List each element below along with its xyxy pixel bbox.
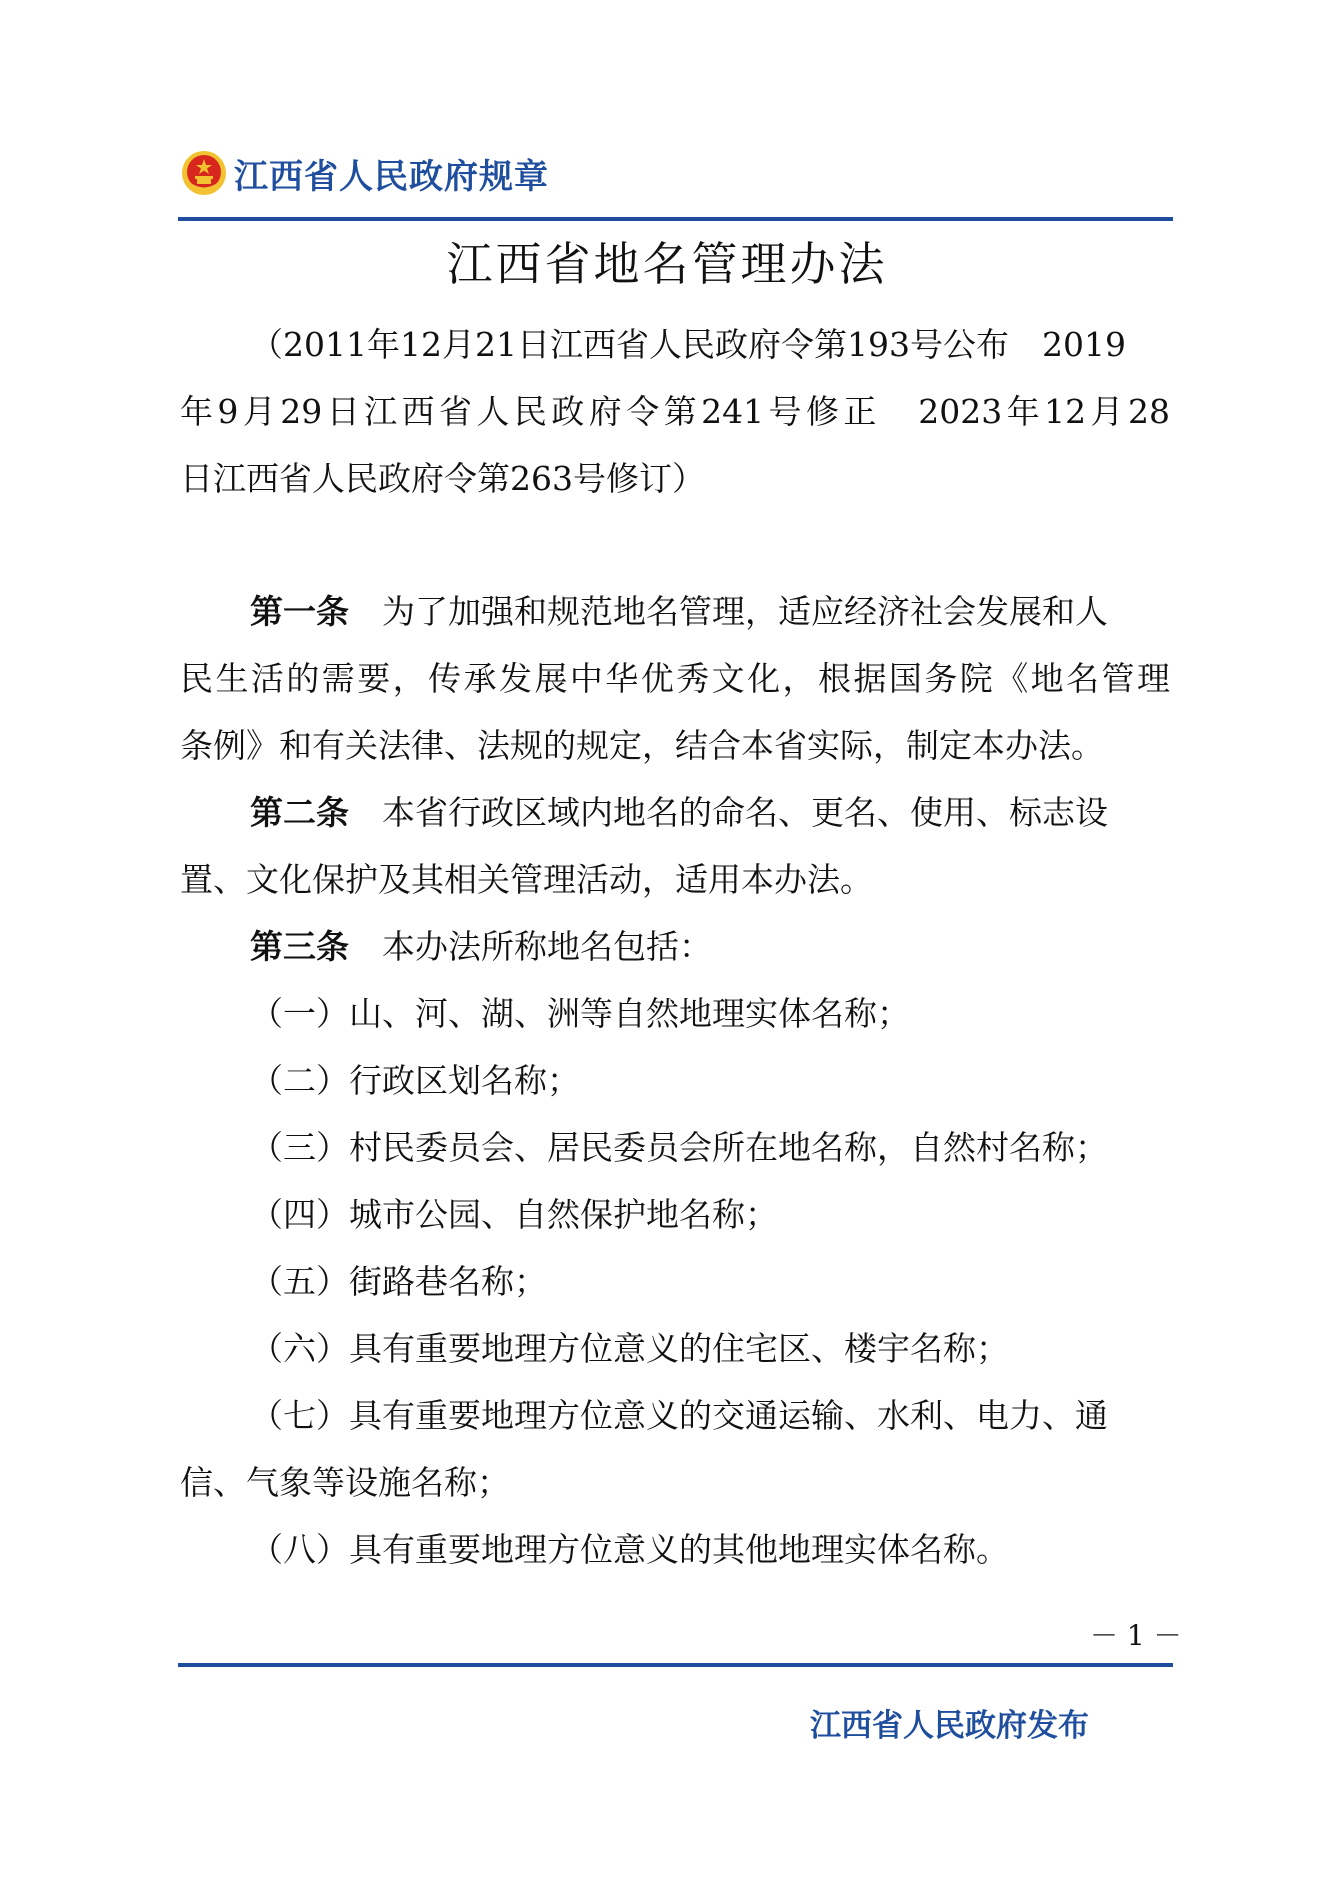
list-item-continuation: 信、气象等设施名称； [180, 1463, 510, 1502]
header-divider [178, 217, 1173, 221]
article-1-text-1: 为了加强和规范地名管理，适应经济社会发展和人 [382, 592, 1108, 631]
header [180, 148, 549, 198]
source-line-2: 年9月29日江西省人民政府令第241号修正 2023年12月28 [180, 392, 1170, 431]
article-2-text-1: 本省行政区域内地名的命名、更名、使用、标志设 [382, 793, 1108, 832]
article-2-text-2: 置、文化保护及其相关管理活动，适用本办法。 [180, 860, 873, 899]
list-item: （二）行政区划名称； [250, 1061, 580, 1100]
article-1-text-3: 条例》和有关法律、法规的规定，结合本省实际，制定本办法。 [180, 726, 1104, 765]
source-line-1: （2011年12月21日江西省人民政府令第193号公布 2019 [250, 325, 1126, 364]
header-title: 江西省人民政府规章 [234, 156, 549, 197]
list-item: （八）具有重要地理方位意义的其他地理实体名称。 [250, 1530, 1009, 1569]
article-2-label: 第二条 [250, 793, 349, 832]
article-3-text-1: 本办法所称地名包括： [382, 927, 712, 966]
national-emblem-icon [180, 149, 228, 197]
article-2-first-line [250, 793, 1108, 833]
list-item: （五）街路巷名称； [250, 1262, 547, 1301]
list-item: （三）村民委员会、居民委员会所在地名称，自然村名称； [250, 1128, 1108, 1167]
list-item: （六）具有重要地理方位意义的住宅区、楼宇名称； [250, 1329, 1009, 1368]
footer-publisher: 江西省人民政府发布 [810, 1708, 1089, 1744]
page-number: － 1 － [1090, 1619, 1182, 1652]
article-3-label: 第三条 [250, 927, 349, 966]
list-item: （四）城市公园、自然保护地名称； [250, 1195, 778, 1234]
footer-divider [178, 1663, 1173, 1667]
article-3-first-line [250, 927, 712, 967]
article-1-label: 第一条 [250, 592, 349, 631]
article-1-text-2: 民生活的需要，传承发展中华优秀文化，根据国务院《地名管理 [180, 659, 1170, 698]
list-item: （七）具有重要地理方位意义的交通运输、水利、电力、通 [250, 1396, 1108, 1435]
list-item: （一）山、河、湖、洲等自然地理实体名称； [250, 994, 910, 1033]
source-line-3: 日江西省人民政府令第263号修订） [180, 459, 705, 498]
article-1-first-line [250, 592, 1108, 632]
document-title: 江西省地名管理办法 [446, 237, 888, 291]
